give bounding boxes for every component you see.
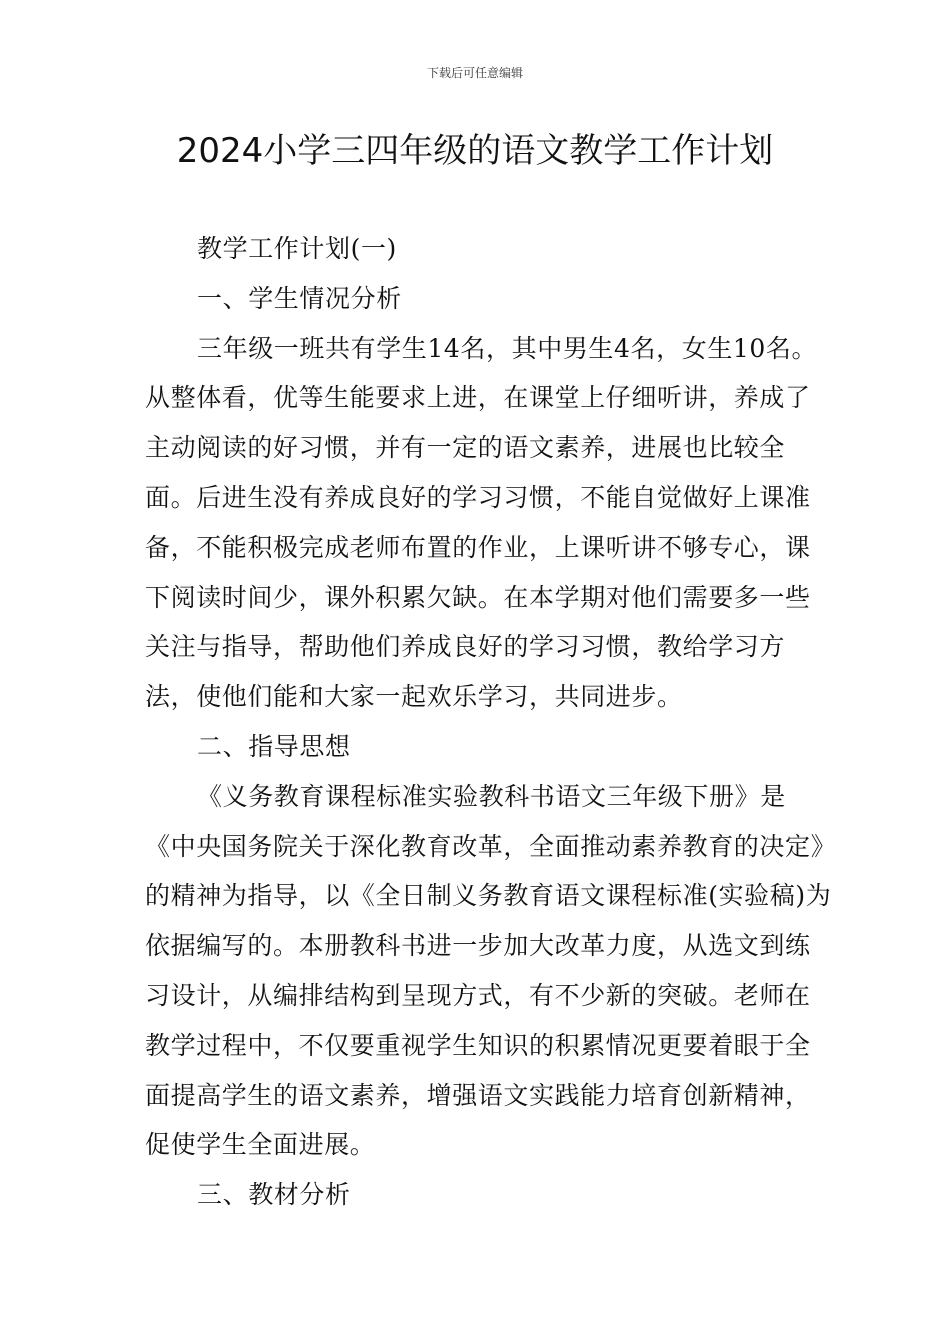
paragraph-guiding-ideology: 《义务教育课程标准实验教科书语文三年级下册》是《中央国务院关于深化教育改革，全面推动素养教育的决定》的精神为指导，以《全日制义务教育语文课程标准(实验稿)为依据编写的。本册教科书进一步加大改革力度，从选文到练习设计，从编排结构到呈现方式，有不少新的突破。老师在教学过程中，不仅要重视学生知识的积累情况更要着眼于全面提高学生的语文素养，增强语文实践能力培育创新精神，促使学生全面进展。	[145, 781, 832, 1160]
section-heading-student-analysis: 一、学生情况分析	[197, 283, 402, 313]
header-note: 下载后可任意编辑	[426, 66, 523, 80]
paragraph-student-analysis: 三年级一班共有学生14名，其中男生4名，女生10名。从整体看，优等生能要求上进，在课堂上仔细听讲，养成了主动阅读的好习惯，并有一定的语文素养，进展也比较全面。后进生没有养成良好的学习习惯，不能自觉做好上课准备，不能积极完成老师布置的作业，上课听讲不够专心，课下阅读时间少，课外积累欠缺。在本学期对他们需要多一些关注与指导，帮助他们养成良好的学习习惯，教给学习方法，使他们能和大家一起欢乐学习，共同进步。	[145, 333, 818, 712]
document-title: 2024小学三四年级的语文教学工作计划	[176, 131, 774, 171]
plan-label: 教学工作计划(一)	[197, 234, 397, 263]
document-body	[145, 224, 835, 1220]
section-heading-textbook-analysis: 三、教材分析	[197, 1180, 351, 1210]
section-heading-guiding-ideology: 二、指导思想	[197, 731, 351, 761]
